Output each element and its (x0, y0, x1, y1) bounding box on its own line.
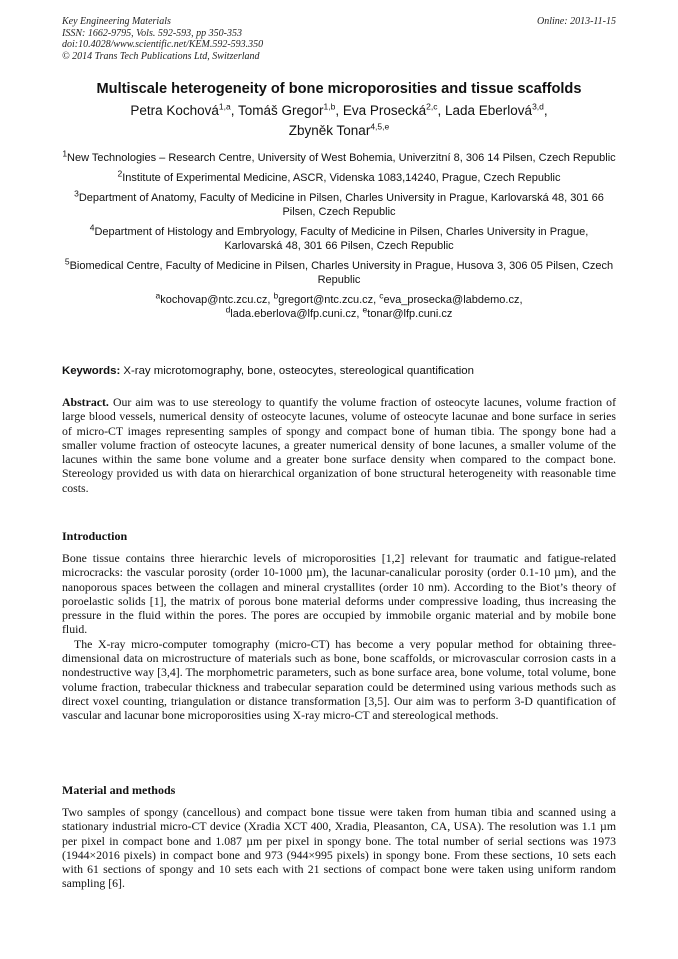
email-link[interactable]: $^a$kochovap@ntc.zcu.cz, (155, 290, 274, 306)
affiliations (62, 148, 616, 321)
affiliation: $^2$Institute of Experimental Medicine, ASCR, Videnska 1083,14240, Prague, Czech Republic (117, 168, 561, 184)
email-link[interactable]: $^b$gregort@ntc.zcu.cz, (273, 290, 380, 306)
author: Petra Kochová$^{1,a}$, (130, 101, 238, 118)
keywords-text: X-ray microtomography, bone, osteocytes, stereological quantification (123, 365, 474, 377)
keywords (62, 364, 616, 378)
journal-name: Key Engineering Materials (62, 16, 171, 27)
journal-header (62, 16, 422, 62)
author: Zbyněk Tonar$^{4,5,e}$ (288, 121, 390, 138)
introduction-heading: Introduction (62, 529, 128, 543)
affiliation: $^5$Biomedical Centre, Faculty of Medicine in Pilsen, Charles University in Prague, Husova 3, 306 05 Pilsen, Czech Republic (64, 256, 614, 286)
author-list (70, 101, 608, 141)
methods-heading: Material and methods (62, 783, 176, 797)
abstract-text: Our aim was to use stereology to quantify the volume fraction of osteocyte lacunes, volume fraction of large blood vessels, numerical density of osteocyte lacunes, volume of osteocyte lacunae and bone surface in series of micro-CT images representing samples of spongy and compact bone of human tibia. The spongy bone had a smaller volume fraction of osteocyte lacunes, a greater numerical density of bone lacunes, a smaller volume of the lacunes within the same bone volume and a greater bone surface density when compared to the compact bone. Stereology provided us with data on hierarchical organization of bone structural heterogeneity with reasonable time costs. (62, 395, 617, 495)
email-link[interactable]: $^c$eva_prosecka@labdemo.cz, (379, 290, 523, 306)
paragraph: The X-ray micro-computer tomography (micro-CT) has become a very popular method for obtaining three-dimensional data on microstructure of materials such as bone, bone scaffolds, or microvascular corrosion casts in a nondestructive way [3,4]. The morphometric parameters, such as bone surface area, bone volume, total volume, bone volume fraction, trabecular thickness and trabecular separation could be determined using various methods such as direct voxel counting, triangulation or distance transformation [3,5]. Our aim was to perform 3-D quantification of vascular and lacunar bone microporosities using X-ray micro-CT and stereological methods. (62, 636, 616, 723)
author: Eva Prosecká$^{2,c}$, (342, 101, 445, 118)
methods-body (62, 805, 616, 891)
author: Lada Eberlová$^{3,d}$, (445, 101, 548, 118)
abstract-label: Abstract. (62, 395, 109, 409)
paragraph: Two samples of spongy (cancellous) and compact bone tissue were taken from human tibia and scanned using a stationary industrial micro-CT device (Xradia XCT 400, Xradia, Pleasanton, CA, USA). The resolution was 1.1 µm per pixel in compact bone and 1.087 µm per pixel in spongy bone. The total number of serial sections was 1973 (1944×2016 pixels) in compact bone and 973 (944×995 pixels) in spongy bone. From these sections, 10 sets each with 61 sections of spongy and 10 sets each with 21 sections of compact bone were taken using uniform random sampling [6]. (62, 805, 616, 891)
affiliation: $^3$Department of Anatomy, Faculty of Medicine in Pilsen, Charles University in Prague, Karlovarská 48, 301 66 Pilsen, Czech Republic (74, 188, 604, 218)
abstract (62, 395, 616, 495)
paper-title: Multiscale heterogeneity of bone microporosities and tissue scaffolds (96, 81, 582, 97)
author: Tomáš Gregor$^{1,b}$, (237, 101, 343, 118)
introduction-body (62, 551, 616, 723)
copyright-line: © 2014 Trans Tech Publications Ltd, Switzerland (62, 50, 260, 62)
keywords-label: Keywords: (62, 365, 121, 377)
issn-line: ISSN: 1662-9795, Vols. 592-593, pp 350-353 (62, 27, 242, 39)
email-link[interactable]: $^e$tonar@lfp.cuni.cz (362, 304, 453, 320)
affiliation: $^1$New Technologies – Research Centre, University of West Bohemia, Univerzitní 8, 306 14 Pilsen, Czech Republic (62, 148, 616, 164)
paragraph: Bone tissue contains three hierarchic levels of microporosities [1,2] relevant for traumatic and fatigue-related microcracks: the vascular porosity (order 10-1000 µm), the lacunar-canalicular porosity (order 0.1-10 µm), and the nanoporous spaces between the collagen and mineral crystallites (order 10 nm). According to the Biot’s theory of poroelastic solids [1], the matrix of porous bone material deforms under compressive loading, thus increasing the pressure in the fluid within the pores. The pores are occupied by immobile organic material and by mobile bone fluid. (62, 551, 616, 637)
online-date: Online: 2013-11-15 (537, 16, 616, 27)
email-list (62, 290, 616, 321)
doi-link[interactable]: doi:10.4028/www.scientific.net/KEM.592-593.350 (62, 39, 264, 50)
affiliation: $^4$Department of Histology and Embryology, Faculty of Medicine in Pilsen, Charles University in Prague, Karlovarská 48, 301 66 Pilsen, Czech Republic (89, 222, 589, 252)
email-link[interactable]: $^d$lada.eberlova@lfp.cuni.cz, (225, 304, 363, 320)
